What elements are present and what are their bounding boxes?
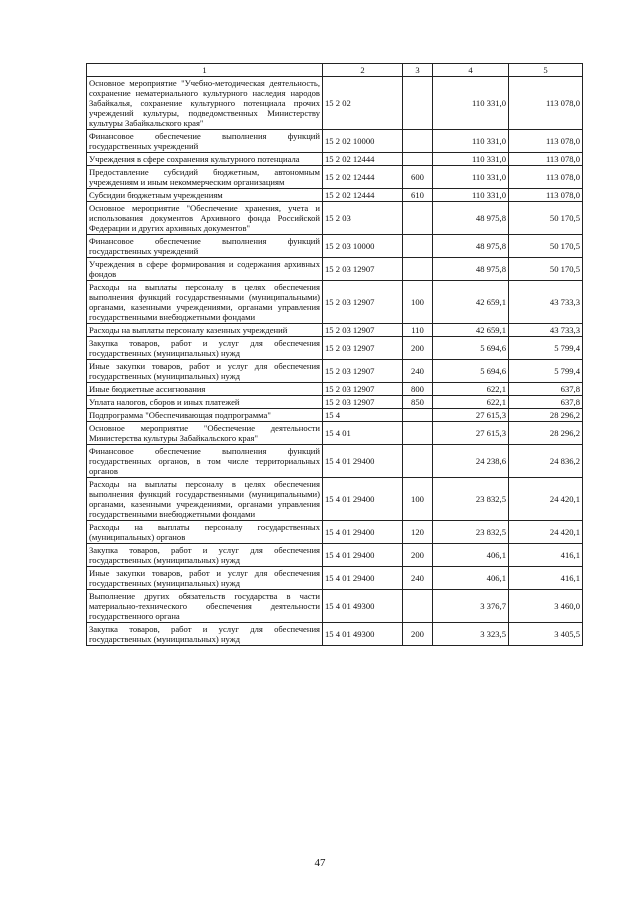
table-row [87, 324, 583, 337]
row-name-cell: Иные закупки товаров, работ и услуг для обеспечения государственных (муниципальных) нужд [87, 360, 323, 383]
row-name-cell: Расходы на выплаты персоналу государственных (муниципальных) органов [87, 521, 323, 544]
row-value-2-cell: 3 405,5 [509, 623, 583, 646]
row-code-cell: 15 2 02 12444 [323, 189, 403, 202]
row-value-2-cell: 43 733,3 [509, 281, 583, 324]
column-number-row [87, 64, 583, 77]
row-value-2-cell: 637,8 [509, 396, 583, 409]
row-value-2-cell: 43 733,3 [509, 324, 583, 337]
row-code-cell: 15 4 01 29400 [323, 521, 403, 544]
table-row [87, 544, 583, 567]
row-name-cell: Иные бюджетные ассигнования [87, 383, 323, 396]
row-name-cell: Расходы на выплаты персоналу в целях обеспечения выполнения функций государственными (муниципальными) органами, казенными учреждениями, органами управления государственными внебюджетными фондами [87, 478, 323, 521]
table-row [87, 130, 583, 153]
row-vr-cell: 240 [403, 360, 433, 383]
budget-table [86, 63, 583, 646]
row-value-2-cell: 5 799,4 [509, 337, 583, 360]
row-vr-cell: 600 [403, 166, 433, 189]
table-row [87, 153, 583, 166]
row-name-cell: Учреждения в сфере сохранения культурного потенциала [87, 153, 323, 166]
table-row [87, 445, 583, 478]
row-value-1-cell: 110 331,0 [433, 77, 509, 130]
column-header-4: 4 [433, 64, 509, 77]
table-row [87, 567, 583, 590]
row-value-2-cell: 5 799,4 [509, 360, 583, 383]
row-code-cell: 15 4 01 29400 [323, 567, 403, 590]
row-value-1-cell: 3 376,7 [433, 590, 509, 623]
row-value-1-cell: 110 331,0 [433, 153, 509, 166]
row-vr-cell [403, 153, 433, 166]
row-name-cell: Учреждения в сфере формирования и содержания архивных фондов [87, 258, 323, 281]
row-name-cell: Подпрограмма "Обеспечивающая подпрограмма" [87, 409, 323, 422]
table-row [87, 521, 583, 544]
row-name-cell: Закупка товаров, работ и услуг для обеспечения государственных (муниципальных) нужд [87, 623, 323, 646]
table-row [87, 383, 583, 396]
row-value-2-cell: 50 170,5 [509, 235, 583, 258]
row-value-1-cell: 27 615,3 [433, 422, 509, 445]
row-name-cell: Основное мероприятие "Учебно-методическая деятельность, сохранение нематериального культурного наследия народов Забайкалья, сохранение культурного потенциала прочих учреждений культуры, подведомственных Министерству культуры Забайкальского края" [87, 77, 323, 130]
row-name-cell: Финансовое обеспечение выполнения функций государственных учреждений [87, 130, 323, 153]
row-code-cell: 15 2 02 [323, 77, 403, 130]
row-value-1-cell: 110 331,0 [433, 189, 509, 202]
row-value-2-cell: 50 170,5 [509, 202, 583, 235]
row-code-cell: 15 4 01 29400 [323, 445, 403, 478]
row-vr-cell [403, 258, 433, 281]
row-name-cell: Расходы на выплаты персоналу в целях обеспечения выполнения функций государственными (муниципальными) органами, казенными учреждениями, органами управления государственными внебюджетными фондами [87, 281, 323, 324]
row-value-2-cell: 24 836,2 [509, 445, 583, 478]
row-name-cell: Финансовое обеспечение выполнения функций государственных органов, в том числе территориальных органов [87, 445, 323, 478]
row-code-cell: 15 2 02 12444 [323, 153, 403, 166]
row-value-2-cell: 113 078,0 [509, 166, 583, 189]
row-value-1-cell: 48 975,8 [433, 235, 509, 258]
row-value-2-cell: 637,8 [509, 383, 583, 396]
table-row [87, 235, 583, 258]
row-vr-cell: 110 [403, 324, 433, 337]
row-value-1-cell: 622,1 [433, 396, 509, 409]
row-code-cell: 15 2 03 12907 [323, 383, 403, 396]
row-code-cell: 15 4 01 49300 [323, 590, 403, 623]
table-row [87, 281, 583, 324]
row-value-1-cell: 27 615,3 [433, 409, 509, 422]
column-header-5: 5 [509, 64, 583, 77]
row-value-2-cell: 3 460,0 [509, 590, 583, 623]
row-vr-cell: 240 [403, 567, 433, 590]
page-number: 47 [314, 857, 326, 869]
row-name-cell: Иные закупки товаров, работ и услуг для обеспечения государственных (муниципальных) нужд [87, 567, 323, 590]
row-vr-cell: 100 [403, 478, 433, 521]
table-row [87, 478, 583, 521]
row-vr-cell [403, 422, 433, 445]
row-vr-cell [403, 409, 433, 422]
row-value-2-cell: 24 420,1 [509, 478, 583, 521]
row-name-cell: Выполнение других обязательств государства в части материально-технического обеспечения деятельности государственного органа [87, 590, 323, 623]
table-body [87, 77, 583, 646]
row-name-cell: Субсидии бюджетным учреждениям [87, 189, 323, 202]
row-vr-cell [403, 77, 433, 130]
row-value-2-cell: 50 170,5 [509, 258, 583, 281]
row-value-1-cell: 3 323,5 [433, 623, 509, 646]
row-value-2-cell: 113 078,0 [509, 153, 583, 166]
row-vr-cell: 200 [403, 337, 433, 360]
table-row [87, 258, 583, 281]
row-code-cell: 15 2 03 12907 [323, 324, 403, 337]
row-vr-cell [403, 130, 433, 153]
row-vr-cell: 100 [403, 281, 433, 324]
row-code-cell: 15 2 03 12907 [323, 396, 403, 409]
row-value-1-cell: 622,1 [433, 383, 509, 396]
row-code-cell: 15 2 02 12444 [323, 166, 403, 189]
row-vr-cell [403, 590, 433, 623]
row-code-cell: 15 4 01 [323, 422, 403, 445]
table-row [87, 422, 583, 445]
row-name-cell: Предоставление субсидий бюджетным, автономным учреждениям и иным некоммерческим организациям [87, 166, 323, 189]
row-value-1-cell: 110 331,0 [433, 166, 509, 189]
row-name-cell: Закупка товаров, работ и услуг для обеспечения государственных (муниципальных) нужд [87, 337, 323, 360]
column-header-3: 3 [403, 64, 433, 77]
row-value-2-cell: 416,1 [509, 567, 583, 590]
row-code-cell: 15 2 03 12907 [323, 337, 403, 360]
table-row [87, 202, 583, 235]
row-code-cell: 15 4 [323, 409, 403, 422]
row-code-cell: 15 4 01 49300 [323, 623, 403, 646]
row-value-1-cell: 23 832,5 [433, 478, 509, 521]
row-vr-cell: 610 [403, 189, 433, 202]
row-value-1-cell: 406,1 [433, 567, 509, 590]
row-value-1-cell: 48 975,8 [433, 258, 509, 281]
row-value-1-cell: 5 694,6 [433, 337, 509, 360]
table-row [87, 360, 583, 383]
row-value-2-cell: 113 078,0 [509, 130, 583, 153]
row-vr-cell: 850 [403, 396, 433, 409]
table-row [87, 396, 583, 409]
row-vr-cell [403, 202, 433, 235]
row-value-2-cell: 28 296,2 [509, 422, 583, 445]
row-code-cell: 15 4 01 29400 [323, 478, 403, 521]
table-row [87, 166, 583, 189]
row-code-cell: 15 2 03 12907 [323, 360, 403, 383]
row-value-2-cell: 113 078,0 [509, 189, 583, 202]
row-value-1-cell: 42 659,1 [433, 281, 509, 324]
table-row [87, 337, 583, 360]
table-row [87, 409, 583, 422]
row-name-cell: Закупка товаров, работ и услуг для обеспечения государственных (муниципальных) нужд [87, 544, 323, 567]
row-value-1-cell: 5 694,6 [433, 360, 509, 383]
row-vr-cell: 120 [403, 521, 433, 544]
row-value-2-cell: 416,1 [509, 544, 583, 567]
row-vr-cell [403, 445, 433, 478]
row-name-cell: Финансовое обеспечение выполнения функций государственных учреждений [87, 235, 323, 258]
table-row [87, 590, 583, 623]
row-name-cell: Основное мероприятие "Обеспечение хранения, учета и использования документов Архивного фонда Российской Федерации и других архивных документов" [87, 202, 323, 235]
row-value-1-cell: 110 331,0 [433, 130, 509, 153]
row-value-1-cell: 23 832,5 [433, 521, 509, 544]
row-name-cell: Уплата налогов, сборов и иных платежей [87, 396, 323, 409]
row-vr-cell: 200 [403, 623, 433, 646]
row-value-1-cell: 48 975,8 [433, 202, 509, 235]
column-header-2: 2 [323, 64, 403, 77]
row-vr-cell [403, 235, 433, 258]
table-row [87, 623, 583, 646]
row-code-cell: 15 2 03 10000 [323, 235, 403, 258]
row-value-2-cell: 28 296,2 [509, 409, 583, 422]
table-row [87, 77, 583, 130]
row-code-cell: 15 2 02 10000 [323, 130, 403, 153]
row-value-1-cell: 406,1 [433, 544, 509, 567]
table-row [87, 189, 583, 202]
row-vr-cell: 800 [403, 383, 433, 396]
column-header-1: 1 [87, 64, 323, 77]
row-value-2-cell: 24 420,1 [509, 521, 583, 544]
row-code-cell: 15 4 01 29400 [323, 544, 403, 567]
row-value-1-cell: 24 238,6 [433, 445, 509, 478]
row-name-cell: Основное мероприятие "Обеспечение деятельности Министерства культуры Забайкальского края" [87, 422, 323, 445]
row-name-cell: Расходы на выплаты персоналу казенных учреждений [87, 324, 323, 337]
row-code-cell: 15 2 03 12907 [323, 281, 403, 324]
row-code-cell: 15 2 03 [323, 202, 403, 235]
row-vr-cell: 200 [403, 544, 433, 567]
row-code-cell: 15 2 03 12907 [323, 258, 403, 281]
row-value-1-cell: 42 659,1 [433, 324, 509, 337]
row-value-2-cell: 113 078,0 [509, 77, 583, 130]
